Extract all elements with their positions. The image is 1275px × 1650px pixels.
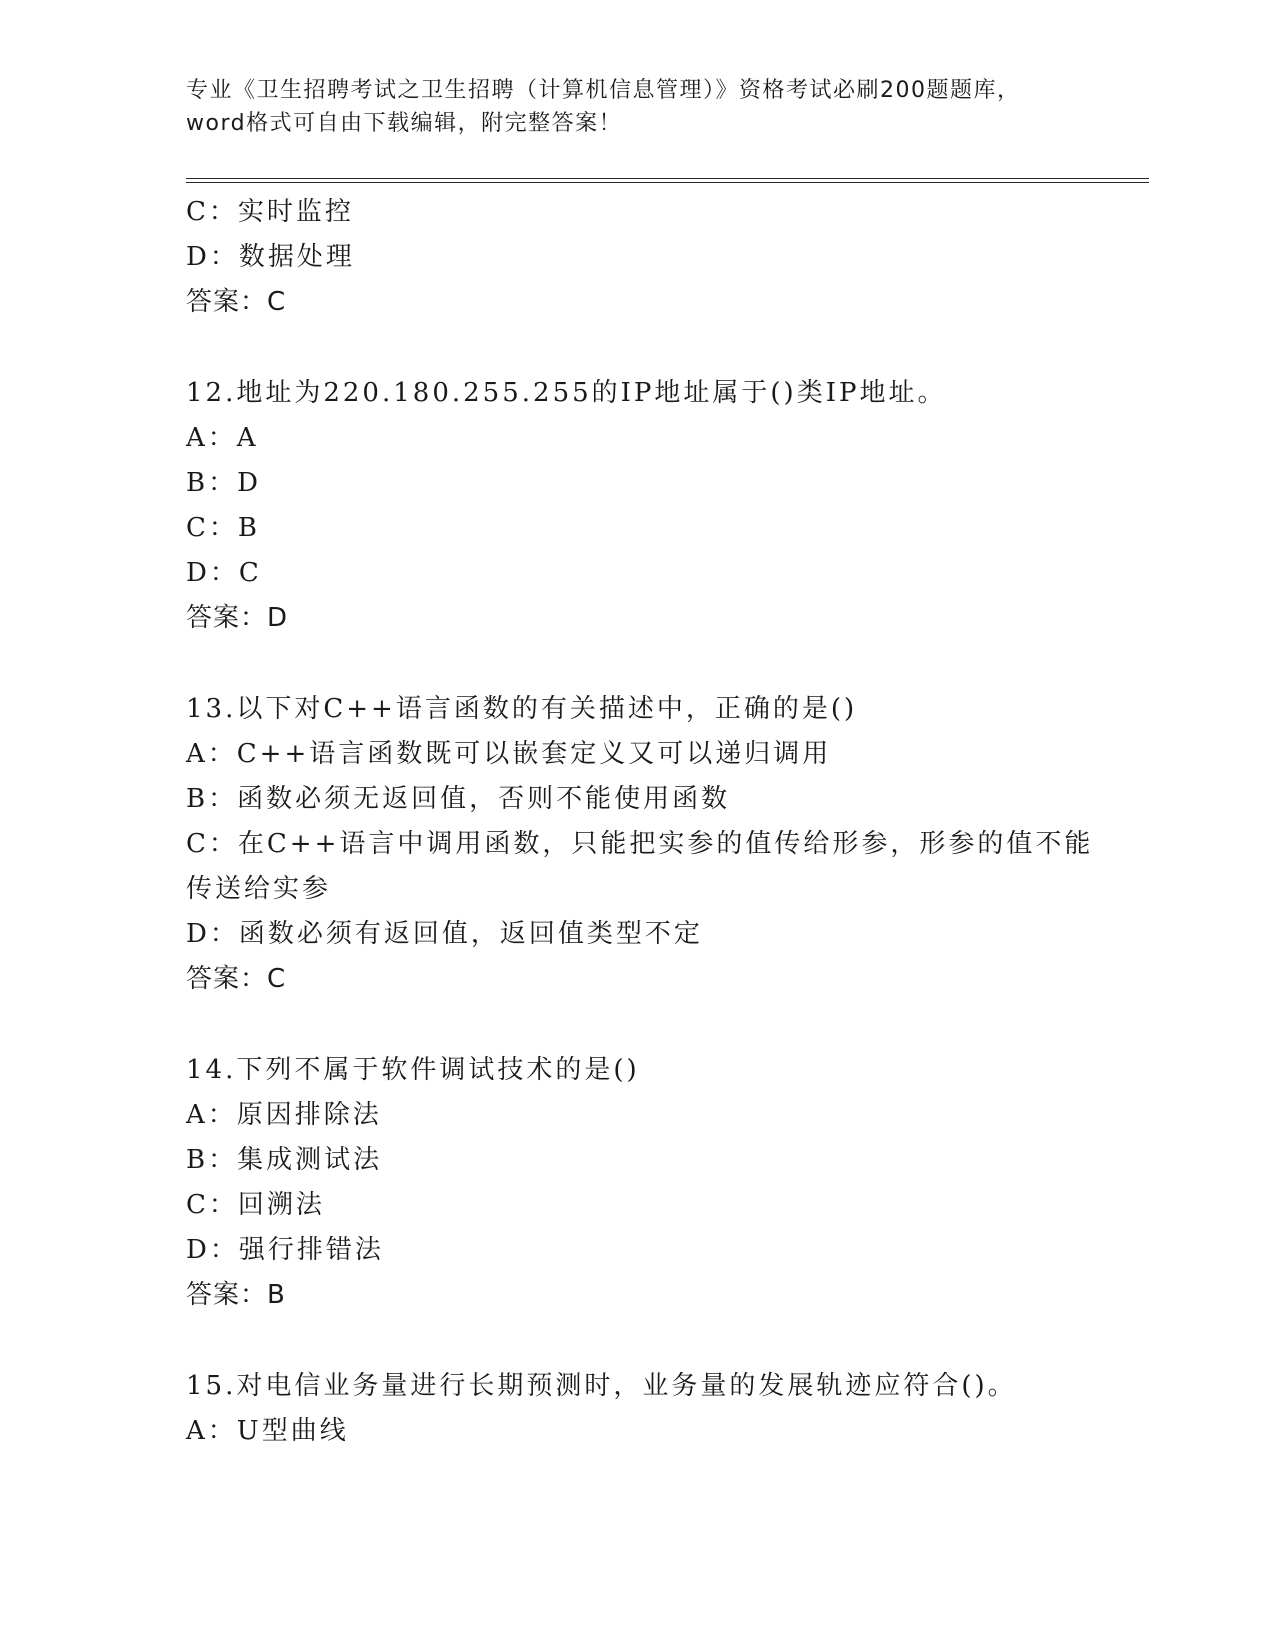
option-c-continuation: 传送给实参 [186,874,332,904]
document-header [186,74,1086,140]
option-b: B：函数必须无返回值，否则不能使用函数 [186,784,731,814]
question-text: 12.地址为220.180.255.255的IP地址属于()类IP地址。 [186,378,947,408]
option-a: A：C++语言函数既可以嵌套定义又可以递归调用 [186,739,832,769]
spacer [186,1002,1086,1048]
option-d: D：强行排错法 [186,1235,384,1265]
option-a: A：原因排除法 [186,1100,382,1130]
option-b: B：D [186,468,261,498]
answer: 答案：D [186,603,289,633]
option-d: D：C [186,558,262,588]
option-a: A：U型曲线 [186,1416,349,1446]
option-b: B：集成测试法 [186,1145,383,1175]
answer: 答案：C [186,287,287,317]
question-14 [186,1048,1086,1318]
question-list [186,190,1094,1454]
header-divider-bottom [186,182,1149,183]
question-11 [186,190,1086,325]
option-c: C：在C++语言中调用函数，只能把实参的值传给形参，形参的值不能 [186,829,1094,859]
answer: 答案：C [186,964,287,994]
option-c: C：B [186,513,261,543]
spacer [186,641,1086,687]
option-c: C：回溯法 [186,1190,325,1220]
question-text: 13.以下对C++语言函数的有关描述中，正确的是() [186,694,858,724]
header-divider-top [186,178,1149,179]
question-15 [186,1364,1086,1454]
spacer [186,1318,1086,1364]
question-13 [186,687,1094,1002]
answer: 答案：B [186,1280,286,1310]
option-d: D：函数必须有返回值，返回值类型不定 [186,919,703,949]
header-line-2: word格式可自由下载编辑，附完整答案！ [186,111,623,136]
question-12 [186,371,1086,641]
spacer [186,325,1086,371]
header-line-1: 专业《卫生招聘考试之卫生招聘（计算机信息管理）》资格考试必刷200题题库， [186,78,1021,103]
option-a: A：A [186,423,259,453]
question-text: 14.下列不属于软件调试技术的是() [186,1055,640,1085]
option-c: C：实时监控 [186,197,354,227]
option-d: D：数据处理 [186,242,355,272]
question-text: 15.对电信业务量进行长期预测时，业务量的发展轨迹应符合()。 [186,1371,1017,1401]
